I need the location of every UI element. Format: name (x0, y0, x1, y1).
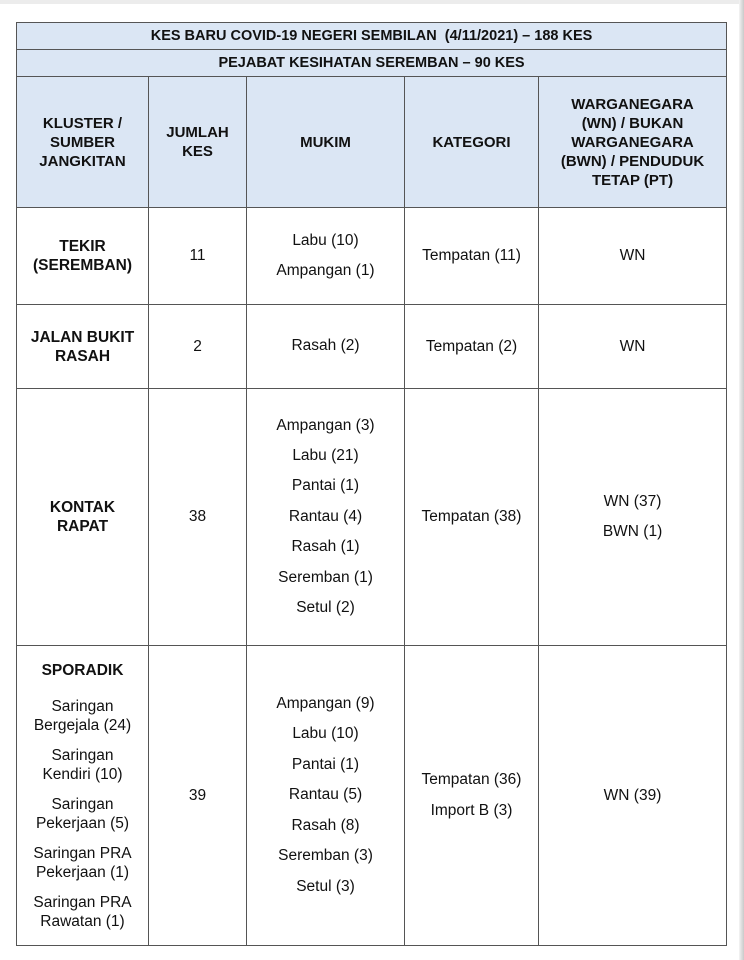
subtitle-row (17, 50, 727, 77)
header-mukim (247, 77, 405, 208)
header-jumlah (149, 77, 247, 208)
kluster-subitem (21, 893, 144, 931)
kluster-line: KONTAK (49, 499, 116, 516)
kluster-subitem-line: Kendiri (10) (42, 766, 123, 783)
header-kategori-line: KATEGORI (432, 133, 511, 151)
mukim-item: Setul (3) (296, 877, 355, 895)
table-title: KES BARU COVID-19 NEGERI SEMBILAN (4/11/2021) – 188 KES (17, 23, 727, 50)
header-kluster (17, 77, 149, 208)
mukim-item: Labu (10) (292, 231, 359, 249)
header-kategori (405, 77, 539, 208)
header-wn-line: (BWN) / PENDUDUK (560, 152, 705, 170)
header-wn-line: TETAP (PT) (591, 171, 674, 189)
header-jumlah-line: JUMLAH (166, 124, 229, 141)
mukim-item: Ampangan (3) (276, 416, 375, 434)
kluster-line: (SEREMBAN) (32, 257, 133, 274)
warganegara-item: WN (39) (603, 786, 662, 804)
kluster-subitem-line: Saringan PRA (33, 894, 132, 911)
kategori-item: Tempatan (36) (421, 771, 522, 789)
kluster-subitem (21, 697, 144, 735)
warganegara-cell (539, 208, 727, 305)
kluster-subitem-line: Pekerjaan (1) (35, 864, 130, 881)
kluster-subitem-line: Rawatan (1) (40, 913, 125, 930)
mukim-item: Rasah (8) (291, 816, 360, 834)
covid-cases-table (16, 22, 727, 946)
mukim-item: Pantai (1) (291, 477, 360, 495)
kluster-line: RASAH (54, 347, 111, 365)
table-row (17, 646, 727, 946)
warganegara-item: WN (619, 247, 646, 264)
mukim-cell (247, 208, 405, 305)
kluster-line: TEKIR (59, 238, 106, 255)
kategori-item: Import B (3) (430, 801, 513, 819)
warganegara-item: WN (619, 337, 646, 355)
warganegara-item: BWN (1) (602, 523, 663, 540)
kluster-title: SPORADIK (41, 662, 124, 679)
kluster-subitem (21, 746, 144, 784)
mukim-item: Setul (2) (296, 599, 355, 617)
jumlah-cell: 2 (149, 305, 247, 389)
header-kluster-line: KLUSTER / (42, 114, 123, 132)
warganegara-cell (539, 389, 727, 646)
kluster-subitem (21, 795, 144, 833)
mukim-item: Pantai (1) (291, 755, 360, 773)
kluster-cell (17, 646, 149, 946)
kluster-line: RAPAT (56, 518, 109, 535)
mukim-cell (247, 646, 405, 946)
table-row (17, 389, 727, 646)
kluster-subitem (21, 844, 144, 882)
kategori-cell (405, 208, 539, 305)
header-kluster-line: JANGKITAN (39, 152, 126, 170)
kluster-cell (17, 305, 149, 389)
kategori-cell (405, 305, 539, 389)
header-wn-line: WARGANEGARA (571, 95, 694, 113)
kategori-cell (405, 389, 539, 646)
kluster-subitem-line: Bergejala (24) (33, 717, 132, 734)
photo-top-edge (0, 0, 744, 4)
header-wn-line: WARGANEGARA (571, 133, 694, 151)
mukim-item: Seremban (3) (278, 847, 373, 865)
mukim-item: Rasah (2) (291, 337, 360, 355)
mukim-cell (247, 305, 405, 389)
kluster-subitem-line: Saringan (51, 747, 114, 764)
photo-right-edge (739, 0, 744, 960)
kluster-subitem-line: Saringan PRA (33, 845, 132, 862)
kluster-subitem-line: Saringan (51, 698, 114, 715)
mukim-item: Seremban (1) (278, 568, 373, 586)
mukim-item: Ampangan (9) (276, 695, 375, 713)
kategori-item: Tempatan (2) (425, 337, 518, 355)
mukim-item: Rantau (4) (288, 507, 363, 525)
warganegara-cell (539, 305, 727, 389)
table-row (17, 305, 727, 389)
mukim-item: Rasah (1) (291, 538, 360, 556)
title-row (17, 23, 727, 50)
table-subtitle: PEJABAT KESIHATAN SEREMBAN – 90 KES (17, 50, 727, 77)
kluster-cell (17, 208, 149, 305)
warganegara-cell (539, 646, 727, 946)
mukim-cell (247, 389, 405, 646)
table-row (17, 208, 727, 305)
kategori-cell (405, 646, 539, 946)
header-jumlah-line: KES (182, 143, 213, 160)
jumlah-cell: 38 (149, 389, 247, 646)
kluster-subitem-line: Saringan (51, 796, 114, 813)
kategori-item: Tempatan (11) (422, 247, 521, 264)
header-mukim-line: MUKIM (300, 133, 351, 151)
kategori-item: Tempatan (38) (421, 508, 522, 525)
header-wn-line: (WN) / BUKAN (581, 114, 684, 132)
kluster-cell (17, 389, 149, 646)
mukim-item: Labu (21) (292, 446, 359, 464)
jumlah-cell: 11 (149, 208, 247, 305)
kluster-subitem-line: Pekerjaan (5) (35, 815, 130, 832)
jumlah-cell: 39 (149, 646, 247, 946)
mukim-item: Ampangan (1) (276, 262, 375, 279)
header-kluster-line: SUMBER (49, 133, 115, 151)
header-warganegara (539, 77, 727, 208)
header-row (17, 77, 727, 208)
kluster-line: JALAN BUKIT (30, 328, 135, 346)
mukim-item: Labu (10) (292, 725, 359, 743)
mukim-item: Rantau (5) (288, 786, 363, 804)
warganegara-item: WN (37) (603, 492, 662, 510)
